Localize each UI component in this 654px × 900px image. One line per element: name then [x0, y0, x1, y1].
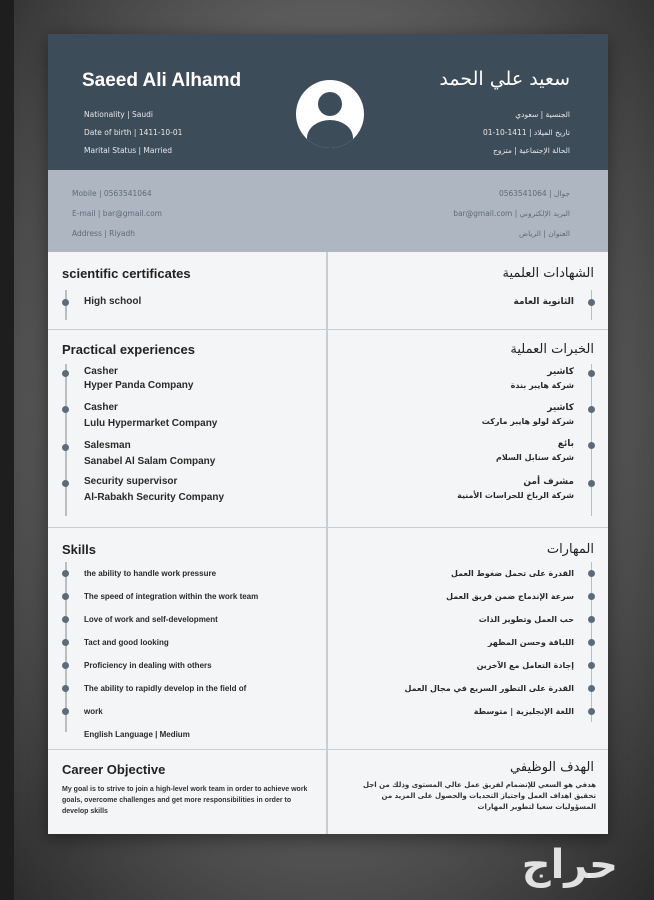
- skill-item-ar: سرعة الإندماج ضمن فريق العمل: [446, 592, 574, 601]
- objective-section-en: [48, 750, 326, 834]
- timeline-line: [65, 562, 67, 732]
- experience-role-ar: مشرف أمن: [523, 477, 574, 487]
- experience-role-en: Salesman: [84, 440, 131, 451]
- skill-item-ar: حب العمل وتطوير الذات: [478, 615, 574, 624]
- bullet-icon: [588, 662, 595, 669]
- objective-text-ar: هدفي هو السعي للإنضمام لفريق عمل عالي المستوى وذلك من اجل تحقيق اهداف العمل واجتياز التحديات والحصول على المزيد من المسؤوليات سعيا لتطوير المهارات: [362, 781, 596, 811]
- objective-title-ar: الهدف الوظيفي: [510, 760, 594, 775]
- personal-info-english: [84, 106, 182, 160]
- name-english: Saeed Ali Alhamd: [82, 70, 242, 91]
- bullet-icon: [62, 708, 69, 715]
- skills-section-ar: [328, 528, 608, 750]
- bullet-icon: [62, 593, 69, 600]
- objective-section-ar: [328, 750, 608, 834]
- experience-role-en: Security supervisor: [84, 476, 178, 487]
- skill-item-en: work: [84, 707, 103, 716]
- certificates-section-ar: [328, 252, 608, 330]
- bullet-icon: [588, 593, 595, 600]
- certificate-item-ar: الثانوية العامة: [513, 297, 574, 307]
- resume-page: [48, 34, 608, 834]
- skill-item-ar: القدرة على تحمل ضغوط العمل: [450, 569, 574, 578]
- marital-status-ar: الحالة الإجتماعية | متزوج: [492, 146, 570, 155]
- personal-info-arabic: [483, 106, 570, 160]
- experience-company-en: Hyper Panda Company: [84, 380, 194, 391]
- bullet-icon: [62, 616, 69, 623]
- arabic-column: [328, 252, 608, 834]
- contact-band: [48, 170, 608, 252]
- birthdate-en: Date of birth | 1411-10-01: [84, 128, 183, 137]
- left-dark-strip: [0, 0, 14, 900]
- nationality-ar: الجنسية | سعودي: [515, 110, 570, 119]
- bullet-icon: [588, 639, 595, 646]
- bullet-icon: [62, 570, 69, 577]
- address-ar: العنوان | الرياض: [519, 229, 570, 238]
- experience-role-ar: بائع: [557, 439, 574, 449]
- skill-item-en: Tact and good looking: [84, 638, 169, 647]
- bullet-icon: [588, 299, 595, 306]
- bullet-icon: [62, 480, 69, 487]
- certificates-title-en: scientific certificates: [62, 266, 191, 281]
- experience-company-ar: شركة هايبر بندة: [510, 381, 574, 390]
- skills-title-en: Skills: [62, 542, 96, 557]
- experience-role-en: Casher: [84, 366, 118, 377]
- bullet-icon: [588, 406, 595, 413]
- timeline-line: [591, 364, 593, 516]
- birthdate-ar: تاريخ الميلاد | 1411-10-01: [482, 128, 570, 137]
- bullet-icon: [62, 685, 69, 692]
- marital-status-en: Marital Status | Married: [84, 146, 172, 155]
- mobile-ar: جوال | 0563541064: [498, 189, 570, 198]
- certificates-section-en: [48, 252, 326, 330]
- english-column: [48, 252, 328, 834]
- bullet-icon: [62, 406, 69, 413]
- experience-company-ar: شركة الرباخ للحراسات الأمنية: [457, 491, 574, 500]
- skill-item-en: Love of work and self-development: [84, 615, 218, 624]
- certificate-item-en: High school: [84, 296, 142, 307]
- avatar-user-icon: [296, 80, 364, 148]
- bullet-icon: [588, 570, 595, 577]
- contact-arabic: [453, 184, 570, 244]
- skill-item-ar: اللباقة وحسن المظهر: [487, 638, 574, 647]
- mobile-en: Mobile | 0563541064: [72, 189, 152, 198]
- bullet-icon: [588, 370, 595, 377]
- nationality-en: Nationality | Saudi: [84, 110, 153, 119]
- skills-title-ar: المهارات: [546, 542, 594, 557]
- experience-company-en: Al-Rabakh Security Company: [84, 492, 225, 503]
- bullet-icon: [588, 616, 595, 623]
- email-ar: البريد الإلكتروني | bar@gmail.com: [453, 209, 570, 218]
- experience-title-en: Practical experiences: [62, 342, 195, 357]
- experience-section-en: [48, 330, 326, 528]
- address-en: Address | Riyadh: [72, 229, 136, 238]
- bullet-icon: [62, 299, 69, 306]
- experience-role-ar: كاشير: [547, 403, 574, 413]
- skill-item-en: The ability to rapidly develop in the field of: [84, 684, 247, 693]
- skill-item-en: The speed of integration within the work team: [84, 592, 259, 601]
- contact-english: [72, 184, 162, 244]
- bullet-icon: [588, 685, 595, 692]
- experience-role-ar: كاشير: [547, 367, 574, 377]
- skill-item-en: the ability to handle work pressure: [84, 569, 217, 578]
- experience-company-ar: شركة سنابل السلام: [495, 453, 574, 462]
- objective-title-en: Career Objective: [62, 762, 166, 777]
- bullet-icon: [588, 708, 595, 715]
- experience-company-ar: شركة لولو هايبر ماركت: [481, 417, 574, 426]
- experience-role-en: Casher: [84, 402, 118, 413]
- resume-header: [48, 34, 608, 170]
- haraj-watermark: حراج: [521, 842, 618, 888]
- experience-company-en: Lulu Hypermarket Company: [84, 418, 218, 429]
- skill-item-en: Proficiency in dealing with others: [84, 661, 212, 670]
- bullet-icon: [62, 370, 69, 377]
- certificates-title-ar: الشهادات العلمية: [502, 266, 594, 281]
- language-item-en: English Language | Medium: [84, 730, 190, 739]
- experience-title-ar: الخبرات العملية: [510, 342, 594, 357]
- skill-item-ar: إجادة التعامل مع الآخرين: [476, 661, 574, 670]
- experience-company-en: Sanabel Al Salam Company: [84, 456, 216, 467]
- skill-item-ar: اللغة الإنجليزية | متوسطة: [473, 707, 574, 716]
- skills-section-en: [48, 528, 326, 750]
- name-arabic: سعيد علي الحمد: [439, 68, 570, 90]
- objective-text-en: My goal is to strive to join a high-level work team in order to achieve work goals, overcome challenges and get more responsibilities in order to develop skills: [62, 786, 308, 815]
- bullet-icon: [62, 444, 69, 451]
- experience-section-ar: [328, 330, 608, 528]
- email-en: E-mail | bar@gmail.com: [72, 209, 162, 218]
- avatar-body-shape: [307, 120, 353, 148]
- bullet-icon: [62, 639, 69, 646]
- skill-item-ar: القدرة على التطور السريع في مجال العمل: [404, 684, 574, 693]
- bullet-icon: [588, 442, 595, 449]
- bullet-icon: [62, 662, 69, 669]
- avatar-head-shape: [318, 92, 342, 116]
- timeline-line: [65, 364, 67, 516]
- bullet-icon: [588, 480, 595, 487]
